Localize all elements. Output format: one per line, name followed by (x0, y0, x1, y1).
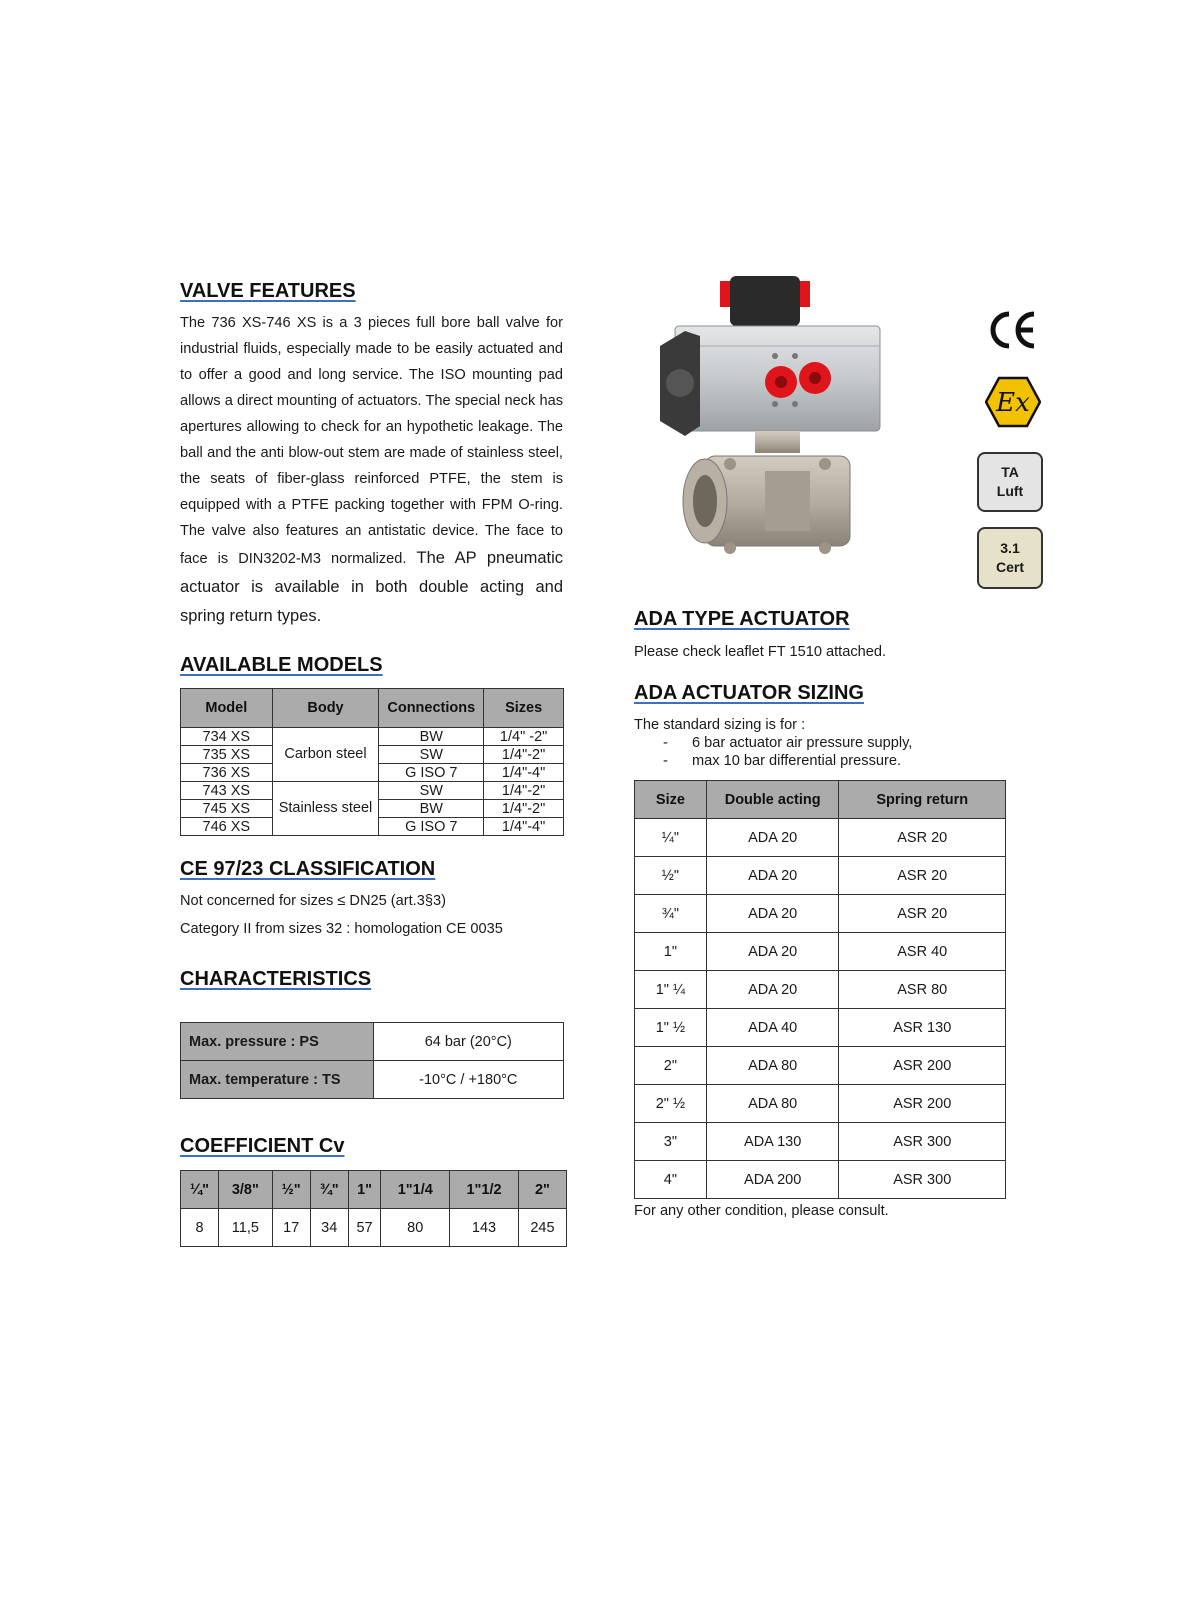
double-acting-cell: ADA 130 (706, 1123, 839, 1161)
ta-luft-badge (977, 452, 1043, 512)
valve-actuator-product-image (655, 276, 920, 586)
size-cell: ½" (635, 857, 707, 895)
table-row (181, 728, 564, 746)
model-cell: 736 XS (181, 764, 273, 782)
sizing-header-spring-return: Spring return (839, 781, 1006, 819)
list-item (634, 734, 912, 752)
table-row (635, 1161, 1006, 1199)
spring-return-cell: ASR 20 (839, 895, 1006, 933)
cv-value-cell: 11,5 (219, 1209, 273, 1247)
ada-sizing-table (634, 780, 1006, 1199)
cv-size-cell: 1" (348, 1171, 381, 1209)
ce-mark-icon (988, 310, 1038, 350)
size-cell: 2" ½ (635, 1085, 707, 1123)
table-row (635, 971, 1006, 1009)
table-row (635, 1009, 1006, 1047)
cv-size-cell: 1"1/4 (381, 1171, 450, 1209)
valve-neck (755, 431, 800, 453)
ex-mark-text: Ex (996, 388, 1030, 418)
sizing-header-double-acting: Double acting (706, 781, 839, 819)
double-acting-cell: ADA 20 (706, 895, 839, 933)
size-cell: ¼" (635, 819, 707, 857)
size-cell: 1" (635, 933, 707, 971)
coefficient-cv-table (180, 1170, 567, 1247)
pressure-label: Max. pressure : PS (181, 1023, 374, 1061)
cv-size-cell: ½" (272, 1171, 310, 1209)
cv-value-cell: 34 (310, 1209, 348, 1247)
size-cell: 4" (635, 1161, 707, 1199)
double-acting-cell: ADA 20 (706, 971, 839, 1009)
valve-features-text-large: The AP pneumatic actuator is available in both double acting and spring return types. (180, 549, 563, 625)
cert-31-line1: 3.1 (1000, 540, 1020, 556)
connection-cell: BW (379, 800, 484, 818)
size-cell: 1/4"-4" (484, 818, 564, 836)
temperature-value: -10°C / +180°C (373, 1061, 563, 1099)
body-cell-stainless: Stainless steel (272, 782, 379, 836)
size-cell: 1/4" -2" (484, 728, 564, 746)
sizing-header-size: Size (635, 781, 707, 819)
table-row (635, 819, 1006, 857)
coefficient-cv-heading: COEFFICIENT Cv (180, 1135, 345, 1157)
size-cell: 1" ¼ (635, 971, 707, 1009)
ce-classification-heading: CE 97/23 CLASSIFICATION (180, 858, 436, 880)
cv-size-cell: 3/8" (219, 1171, 273, 1209)
valve-features-heading: VALVE FEATURES (180, 280, 356, 302)
double-acting-cell: ADA 200 (706, 1161, 839, 1199)
double-acting-cell: ADA 20 (706, 933, 839, 971)
spring-return-cell: ASR 130 (839, 1009, 1006, 1047)
ada-sizing-heading: ADA ACTUATOR SIZING (634, 682, 864, 704)
spring-return-cell: ASR 80 (839, 971, 1006, 1009)
double-acting-cell: ADA 20 (706, 819, 839, 857)
double-acting-cell: ADA 20 (706, 857, 839, 895)
valve-features-text: The 736 XS-746 XS is a 3 pieces full bore ball valve for industrial fluids, especially made to be easily actuated and to offer a good and long service. The ISO mounting pad allows a direct mounting of actuators. The special neck has apertures allowing to check for an hypothetic leakage. The ball and the anti blow-out stem are made of stainless steel, the seats of fiber-glass reinforced PTFE, the stem is equipped with a PTFE packing together with FPM O-ring. The valve also features an antistatic device. The face to face is DIN3202-M3 normalized. (180, 315, 563, 567)
connection-cell: SW (379, 782, 484, 800)
double-acting-cell: ADA 80 (706, 1085, 839, 1123)
position-indicator (730, 276, 800, 326)
characteristics-heading: CHARACTERISTICS (180, 968, 372, 990)
size-cell: 2" (635, 1047, 707, 1085)
spring-return-cell: ASR 200 (839, 1085, 1006, 1123)
ta-luft-line2: Luft (996, 483, 1024, 499)
table-row (635, 1085, 1006, 1123)
table-row (635, 933, 1006, 971)
table-row (181, 1061, 564, 1099)
model-cell: 743 XS (181, 782, 273, 800)
cv-size-cell: ¾" (310, 1171, 348, 1209)
list-item (634, 752, 912, 770)
model-cell: 745 XS (181, 800, 273, 818)
temperature-label: Max. temperature : TS (181, 1061, 374, 1099)
size-cell: 1/4"-2" (484, 782, 564, 800)
size-cell: 1/4"-4" (484, 764, 564, 782)
cv-size-row (181, 1171, 567, 1209)
size-cell: 3" (635, 1123, 707, 1161)
models-header-sizes: Sizes (484, 689, 564, 728)
table-row (181, 782, 564, 800)
connection-cell: SW (379, 746, 484, 764)
table-row (635, 1047, 1006, 1085)
table-row (635, 895, 1006, 933)
ada-sizing-intro: The standard sizing is for : (634, 717, 806, 733)
table-row (635, 857, 1006, 895)
sizing-header-row (635, 781, 1006, 819)
valve-features-description (180, 310, 563, 631)
spring-return-cell: ASR 200 (839, 1047, 1006, 1085)
models-header-connections: Connections (379, 689, 484, 728)
connection-cell: G ISO 7 (379, 818, 484, 836)
ex-atex-icon (985, 376, 1041, 428)
ada-type-heading: ADA TYPE ACTUATOR (634, 608, 850, 630)
ada-sizing-bullets (634, 734, 912, 770)
bullet-marker: - (663, 735, 668, 751)
table-row (635, 1123, 1006, 1161)
bullet-marker: - (663, 753, 668, 769)
table-row (181, 1023, 564, 1061)
spring-return-cell: ASR 300 (839, 1123, 1006, 1161)
spring-return-cell: ASR 20 (839, 857, 1006, 895)
cv-size-cell: ¼" (181, 1171, 219, 1209)
cv-value-cell: 17 (272, 1209, 310, 1247)
cv-size-cell: 1"1/2 (450, 1171, 519, 1209)
pressure-value: 64 bar (20°C) (373, 1023, 563, 1061)
bullet-text: max 10 bar differential pressure. (692, 753, 902, 769)
bullet-text: 6 bar actuator air pressure supply, (692, 735, 913, 751)
cv-size-cell: 2" (518, 1171, 566, 1209)
models-header-model: Model (181, 689, 273, 728)
spring-return-cell: ASR 300 (839, 1161, 1006, 1199)
cv-value-cell: 8 (181, 1209, 219, 1247)
ada-sizing-footer: For any other condition, please consult. (634, 1203, 889, 1219)
cert-31-line2: Cert (995, 559, 1024, 575)
cv-value-cell: 245 (518, 1209, 566, 1247)
models-header-body: Body (272, 689, 379, 728)
cert-31-badge (977, 527, 1043, 589)
characteristics-table (180, 1022, 564, 1099)
ce-classification-line1: Not concerned for sizes ≤ DN25 (art.3§3) (180, 893, 446, 909)
connection-cell: BW (379, 728, 484, 746)
cv-value-row (181, 1209, 567, 1247)
cv-value-cell: 143 (450, 1209, 519, 1247)
spring-return-cell: ASR 40 (839, 933, 1006, 971)
size-cell: 1/4"-2" (484, 800, 564, 818)
ada-type-text: Please check leaflet FT 1510 attached. (634, 644, 887, 660)
ce-classification-line2: Category II from sizes 32 : homologation CE 0035 (180, 921, 503, 937)
connection-cell: G ISO 7 (379, 764, 484, 782)
size-cell: 1" ½ (635, 1009, 707, 1047)
model-cell: 734 XS (181, 728, 273, 746)
available-models-table (180, 688, 564, 836)
body-cell-carbon: Carbon steel (272, 728, 379, 782)
size-cell: ¾" (635, 895, 707, 933)
cv-value-cell: 57 (348, 1209, 381, 1247)
size-cell: 1/4"-2" (484, 746, 564, 764)
cv-value-cell: 80 (381, 1209, 450, 1247)
double-acting-cell: ADA 80 (706, 1047, 839, 1085)
models-header-row (181, 689, 564, 728)
model-cell: 746 XS (181, 818, 273, 836)
ta-luft-line1: TA (1001, 464, 1019, 480)
model-cell: 735 XS (181, 746, 273, 764)
double-acting-cell: ADA 40 (706, 1009, 839, 1047)
spring-return-cell: ASR 20 (839, 819, 1006, 857)
available-models-heading: AVAILABLE MODELS (180, 654, 383, 676)
